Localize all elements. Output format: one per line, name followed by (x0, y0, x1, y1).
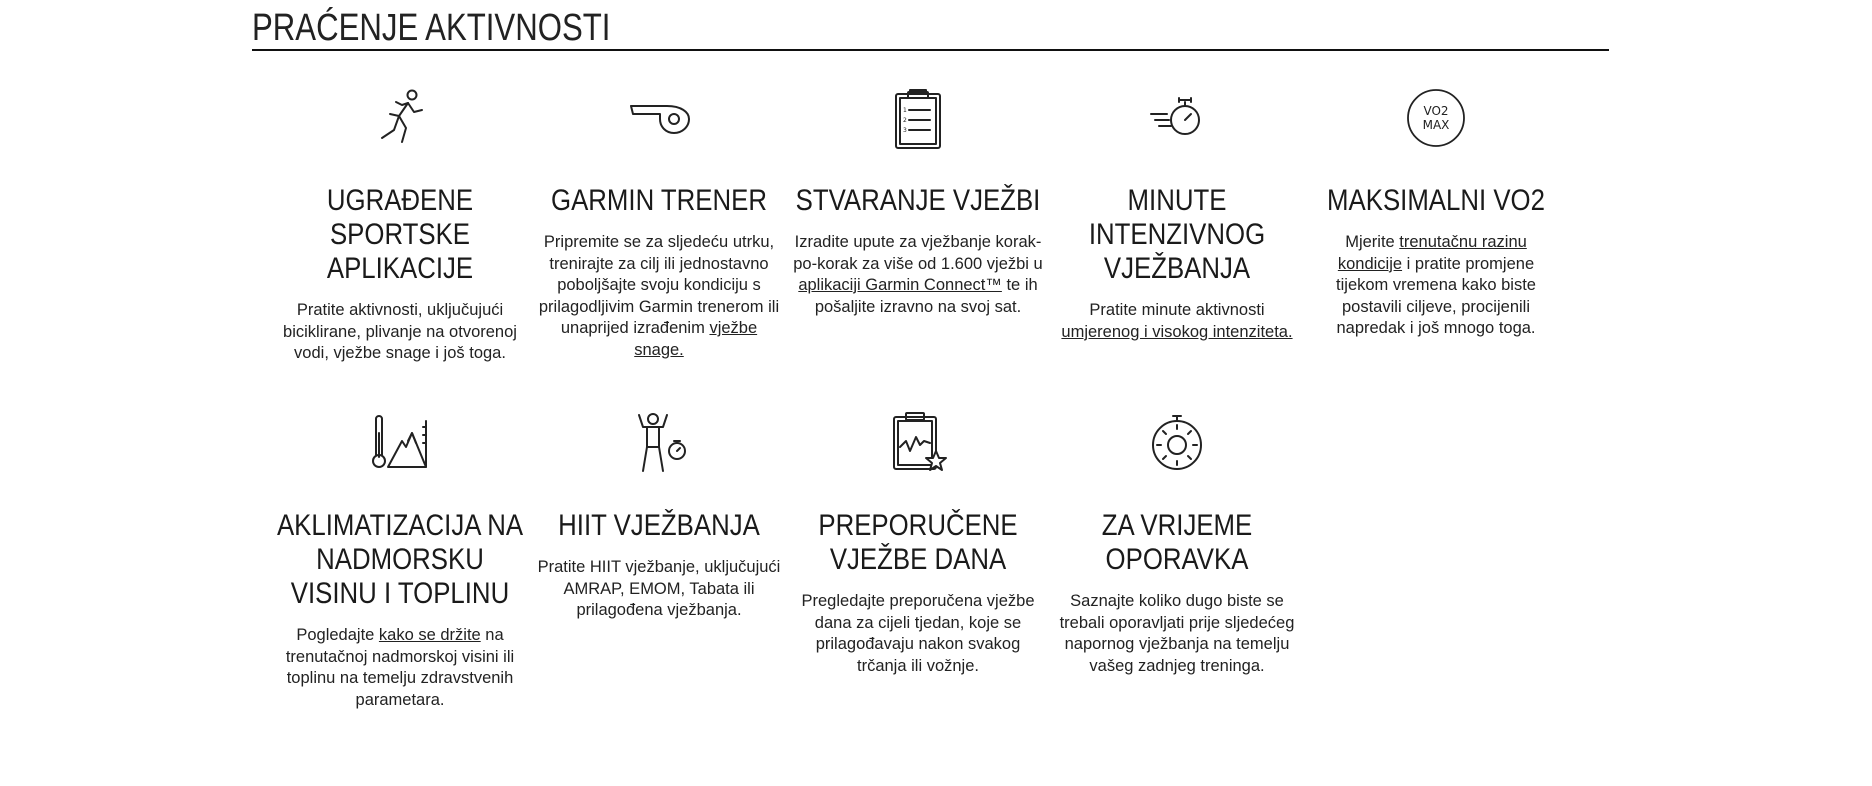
card-title: PREPORUČENE VJEŽBE DANA (818, 509, 1018, 576)
feature-card (270, 411, 530, 711)
card-title: UGRAĐENE SPORTSKE APLIKACIJE (326, 184, 474, 285)
recovery-timer-icon (1145, 411, 1209, 475)
description-text: Pripremite se za sljedeću utrku, trenirajte za cilj ili jednostavno poboljšajte svoju kondiciju s prilagodljivim Garmin trenerom ili unaprijed izrađenim (538, 233, 780, 337)
card-description (1052, 591, 1302, 677)
card-title: AKLIMATIZACIJA NA NADMORSKU VISINU I TOPLINU (276, 509, 524, 610)
feature-card (1047, 86, 1307, 343)
feature-card (788, 411, 1048, 677)
description-text: na trenutačnoj nadmorskoj visini ili toplinu na temelju zdravstvenih parametara. (285, 626, 515, 709)
description-text: Pratite HIIT vježbanje, uključujući AMRAP, EMOM, Tabata ili prilagođena vježbanja. (537, 558, 781, 619)
svg-text:1: 1 (903, 107, 907, 114)
card-title: MINUTE INTENZIVNOG VJEŽBANJA (1088, 184, 1266, 285)
description-text: Pogledajte (296, 626, 379, 644)
feature-card (788, 86, 1048, 318)
card-title: GARMIN TRENER (551, 184, 767, 217)
clipboard-chart-star-icon (886, 411, 950, 475)
inline-link[interactable]: aplikaciji Garmin Connect™ (798, 276, 1002, 294)
description-text: Saznajte koliko dugo biste se trebali oporavljati prije sljedećeg napornog vježbanja na temelju vašeg zadnjeg treninga. (1059, 592, 1295, 675)
inline-link[interactable]: trenutačnu razinu kondicije (1337, 233, 1527, 273)
card-description (534, 557, 784, 622)
card-description (793, 232, 1043, 318)
description-text: Izradite upute za vježbanje korak-po-korak za više od 1.600 vježbi u (793, 233, 1043, 273)
card-description (1311, 232, 1561, 340)
feature-card (529, 86, 789, 361)
card-description (793, 591, 1043, 677)
card-description (534, 232, 784, 361)
thermometer-mountain-icon (368, 411, 432, 475)
feature-card (529, 411, 789, 622)
card-description (1052, 300, 1302, 343)
stopwatch-speed-icon (1145, 86, 1209, 150)
inline-link[interactable]: umjerenog i visokog intenziteta. (1061, 322, 1293, 341)
description-text: Pratite aktivnosti, uključujući biciklirane, plivanje na otvorenoj vodi, vježbe snage i još toga. (283, 301, 517, 362)
whistle-icon (627, 86, 691, 150)
clipboard-list-icon (886, 86, 950, 150)
svg-text:2: 2 (903, 117, 907, 124)
card-title: ZA VRIJEME OPORAVKA (1101, 509, 1253, 576)
svg-text:MAX: MAX (1422, 118, 1450, 132)
description-text: te ih pošaljite izravno na svoj sat. (814, 276, 1038, 316)
description-text: i pratite promjene tijekom vremena kako biste postavili ciljeve, procijenili napredak i još mnogo toga. (1336, 254, 1536, 337)
description-text: Pratite minute aktivnosti (1089, 301, 1265, 319)
feature-card (270, 86, 530, 365)
person-timer-icon (627, 411, 691, 475)
card-title: HIIT VJEŽBANJA (558, 509, 760, 542)
card-title: STVARANJE VJEŽBI (795, 184, 1041, 217)
inline-link[interactable]: kako se držite (378, 626, 481, 644)
activity-tracking-section (252, 0, 1609, 51)
inline-link[interactable]: vježbe snage. (634, 319, 758, 359)
card-title: MAKSIMALNI VO2 (1327, 184, 1545, 217)
svg-text:3: 3 (903, 127, 907, 134)
feature-card (1306, 86, 1566, 340)
svg-text:VO2: VO2 (1423, 104, 1449, 118)
vo2-max-icon (1404, 86, 1468, 150)
running-person-icon (368, 86, 432, 150)
card-description (275, 625, 525, 711)
description-text: Mjerite (1345, 233, 1400, 251)
description-text: Pregledajte preporučena vježbe dana za cijeli tjedan, koje se prilagođavaju nakon svakog trčanja ili vožnje. (801, 592, 1035, 675)
section-title: PRAĆENJE AKTIVNOSTI (252, 7, 611, 49)
feature-card (1047, 411, 1307, 677)
card-description (275, 300, 525, 365)
